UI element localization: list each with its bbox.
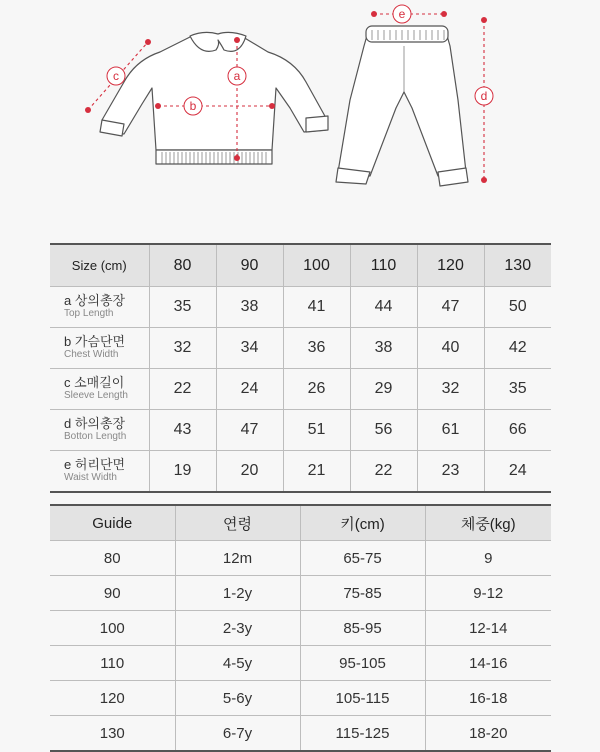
row-label bbox=[50, 410, 149, 451]
table-cell: 23 bbox=[417, 451, 484, 493]
table-cell: 85-95 bbox=[300, 611, 425, 646]
table-cell: 34 bbox=[216, 328, 283, 369]
table-cell: 24 bbox=[508, 462, 527, 479]
guide-table-header bbox=[50, 505, 551, 541]
table-cell: 22 bbox=[350, 451, 417, 493]
guide-table bbox=[50, 504, 551, 752]
guide-header-cell: 체중(kg) bbox=[425, 505, 551, 541]
table-cell: 50 bbox=[484, 287, 551, 328]
row-label-en: Top Length bbox=[64, 308, 114, 320]
table-cell: 21 bbox=[283, 451, 350, 493]
table-cell: 42 bbox=[484, 328, 551, 369]
table-cell: 4-5y bbox=[175, 646, 300, 681]
table-cell: 100 bbox=[50, 611, 175, 646]
row-label-ko: d 하의총장 bbox=[64, 416, 126, 432]
table-cell: 18-20 bbox=[469, 724, 508, 742]
table-cell: 12-14 bbox=[425, 611, 551, 646]
table-cell: 35 bbox=[149, 287, 216, 328]
table-cell: 1-2y bbox=[175, 576, 300, 611]
table-cell: 22 bbox=[149, 369, 216, 410]
row-label-en: Waist Width bbox=[64, 472, 117, 484]
row-label bbox=[50, 451, 149, 493]
size-header-cell: 120 bbox=[417, 244, 484, 287]
size-table-header bbox=[50, 244, 551, 287]
table-cell: 9 bbox=[425, 541, 551, 576]
table-row bbox=[50, 716, 551, 752]
table-row bbox=[50, 328, 551, 369]
table-cell: 24 bbox=[216, 369, 283, 410]
table-cell: 110 bbox=[50, 646, 175, 681]
table-row bbox=[50, 681, 551, 716]
size-table bbox=[50, 243, 551, 493]
table-cell: 43 bbox=[149, 410, 216, 451]
table-cell: 26 bbox=[283, 369, 350, 410]
sweatshirt-drawing bbox=[102, 34, 326, 150]
size-header-cell: 90 bbox=[216, 244, 283, 287]
table-row bbox=[50, 369, 551, 410]
size-header-cell: 100 bbox=[283, 244, 350, 287]
row-label-en: Botton Length bbox=[64, 431, 127, 443]
table-cell: 38 bbox=[216, 287, 283, 328]
table-cell: 40 bbox=[417, 328, 484, 369]
table-row bbox=[50, 646, 551, 681]
measure-label-c: c bbox=[113, 69, 119, 83]
row-label-ko: e 허리단면 bbox=[64, 457, 126, 473]
table-cell: 120 bbox=[50, 681, 175, 716]
row-label-ko: c 소매길이 bbox=[64, 375, 125, 391]
table-cell: 80 bbox=[50, 541, 175, 576]
row-label bbox=[50, 328, 149, 369]
row-label bbox=[50, 369, 149, 410]
table-cell: 2-3y bbox=[175, 611, 300, 646]
table-row bbox=[50, 611, 551, 646]
table-cell: 41 bbox=[283, 287, 350, 328]
table-cell: 47 bbox=[417, 287, 484, 328]
guide-header-cell: Guide bbox=[50, 505, 175, 541]
table-cell: 14-16 bbox=[425, 646, 551, 681]
table-cell: 75-85 bbox=[300, 576, 425, 611]
table-row bbox=[50, 410, 551, 451]
row-label-ko: b 가슴단면 bbox=[64, 334, 126, 350]
measure-label-e: e bbox=[398, 7, 406, 21]
size-header-cell: Size (cm) bbox=[50, 244, 149, 287]
table-cell: 61 bbox=[417, 410, 484, 451]
table-cell: 12m bbox=[175, 541, 300, 576]
measure-label-b: b bbox=[189, 99, 197, 113]
measure-label-a: a bbox=[233, 69, 241, 83]
table-cell: 47 bbox=[216, 410, 283, 451]
table-cell: 38 bbox=[350, 328, 417, 369]
table-cell: 9-12 bbox=[425, 576, 551, 611]
table-cell: 95-105 bbox=[300, 646, 425, 681]
table-cell: 32 bbox=[417, 369, 484, 410]
table-cell: 20 bbox=[216, 451, 283, 493]
table-cell: 16-18 bbox=[425, 681, 551, 716]
row-label-ko: a 상의총장 bbox=[64, 293, 126, 309]
size-header-cell: 80 bbox=[149, 244, 216, 287]
pants-drawing bbox=[338, 32, 466, 176]
table-row bbox=[50, 451, 551, 493]
row-label-en: Chest Width bbox=[64, 349, 119, 361]
table-row bbox=[50, 287, 551, 328]
table-cell: 44 bbox=[350, 287, 417, 328]
table-cell: 36 bbox=[283, 328, 350, 369]
table-cell: 115-125 bbox=[300, 716, 425, 752]
row-label-en: Sleeve Length bbox=[64, 390, 128, 402]
row-label bbox=[50, 287, 149, 328]
table-cell: 6-7y bbox=[175, 716, 300, 752]
guide-header-cell: 연령 bbox=[175, 505, 300, 541]
table-cell: 29 bbox=[350, 369, 417, 410]
measure-label-d: d bbox=[480, 89, 488, 103]
table-cell: 32 bbox=[149, 328, 216, 369]
size-header-cell: 130 bbox=[484, 244, 551, 287]
table-cell: 65-75 bbox=[300, 541, 425, 576]
guide-header-cell: 키(cm) bbox=[300, 505, 425, 541]
table-cell: 5-6y bbox=[175, 681, 300, 716]
table-cell: 66 bbox=[484, 410, 551, 451]
table-row bbox=[50, 576, 551, 611]
table-cell: 19 bbox=[149, 451, 216, 493]
table-cell: 90 bbox=[50, 576, 175, 611]
table-cell: 130 bbox=[50, 716, 175, 752]
table-cell: 105-115 bbox=[300, 681, 425, 716]
size-header-cell: 110 bbox=[350, 244, 417, 287]
table-row bbox=[50, 541, 551, 576]
table-cell: 51 bbox=[283, 410, 350, 451]
garment-illustration bbox=[0, 0, 600, 230]
table-cell: 56 bbox=[350, 410, 417, 451]
table-cell: 35 bbox=[484, 369, 551, 410]
